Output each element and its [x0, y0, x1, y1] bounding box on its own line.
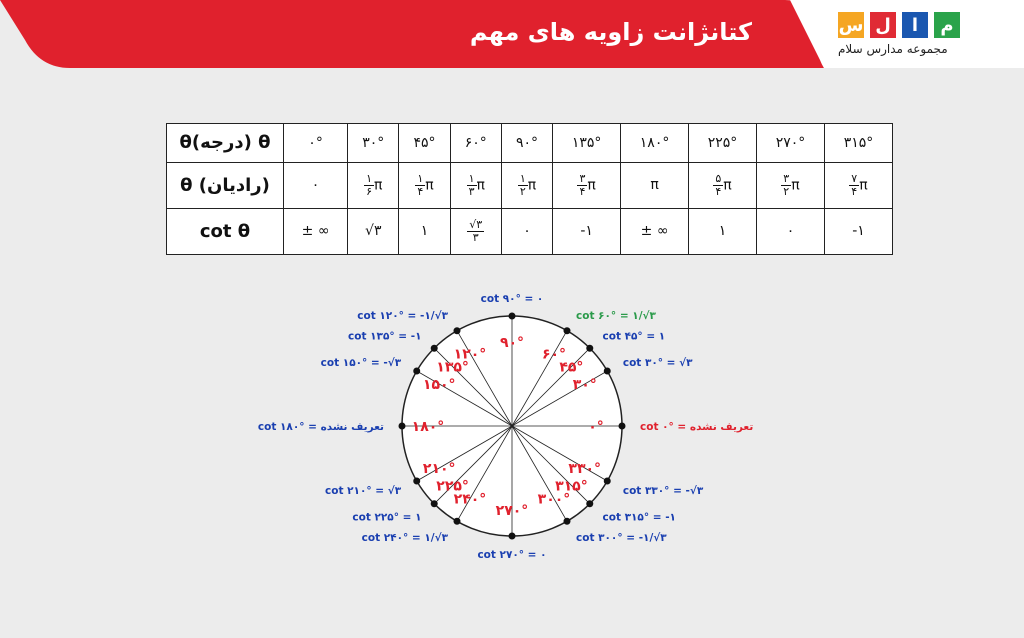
- cot-label: cot ۹۰° = ۰: [480, 293, 544, 305]
- radian-cell: π: [621, 162, 689, 208]
- angle-label: ۱۳۵°: [436, 359, 469, 376]
- cot-label: cot ۲۴۰° = ۱/√۳: [361, 531, 448, 544]
- fraction-denominator: ۴: [715, 184, 722, 198]
- brand-logo: [838, 12, 984, 68]
- angle-label: ۲۴۰°: [453, 491, 487, 508]
- angle-point: [564, 327, 571, 334]
- radian-cell: [450, 162, 501, 208]
- pi-symbol: π: [587, 177, 596, 194]
- cot-cell: ± ∞: [284, 208, 348, 254]
- angle-label: ۹۰°: [499, 335, 525, 351]
- fraction-denominator: ۴: [579, 184, 586, 198]
- cot-cell: [450, 208, 501, 254]
- angle-point: [413, 478, 420, 485]
- angle-point: [604, 368, 611, 375]
- degree-cell: ۹۰°: [501, 124, 552, 163]
- angle-point: [509, 533, 516, 540]
- radian-cell: [501, 162, 552, 208]
- angle-label: ۳۱۵°: [555, 478, 588, 495]
- fraction-denominator: ۳: [468, 184, 475, 198]
- angle-label: ۳۳۰°: [568, 461, 602, 477]
- cot-cell: ۰: [757, 208, 825, 254]
- angle-point: [619, 423, 626, 430]
- header-banner: [0, 0, 1024, 68]
- cot-cell: ۱: [689, 208, 757, 254]
- cot-cell: ۱: [399, 208, 450, 254]
- fraction-denominator: ۲: [783, 184, 790, 198]
- fraction-numerator: ۱: [417, 171, 424, 185]
- angle-point: [586, 500, 593, 507]
- pi-symbol: π: [527, 177, 537, 194]
- radian-cell: [399, 162, 450, 208]
- degree-cell: ۲۲۵°: [689, 124, 757, 163]
- angle-label: ۳۰°: [572, 377, 597, 393]
- degree-cell: ۶۰°: [450, 124, 501, 163]
- pi-symbol: π: [425, 177, 434, 194]
- pi-symbol: π: [859, 177, 868, 194]
- cot-table: [166, 123, 893, 255]
- fraction-numerator: ۳: [579, 171, 586, 185]
- pi-symbol: π: [374, 177, 383, 194]
- cot-cell: -۱: [553, 208, 621, 254]
- angle-point: [586, 345, 593, 352]
- cot-cell: -۱: [824, 208, 892, 254]
- angle-label: ۲۱۰°: [422, 461, 456, 477]
- radian-cell: [553, 162, 621, 208]
- pi-symbol: π: [476, 177, 485, 194]
- page-title: کتانژانت زاویه های مهم: [469, 18, 752, 46]
- brand-tile: ل: [870, 12, 896, 38]
- angle-point: [604, 478, 611, 485]
- cot-label: cot ۳۱۵° = -۱: [602, 511, 676, 524]
- fraction: [849, 173, 859, 198]
- cot-label: cot ۱۲۰° = -۱/√۳: [357, 310, 448, 323]
- cot-label: cot ۰° = تعریف نشده: [640, 421, 754, 433]
- brand-tile: ا: [902, 12, 928, 38]
- pi-symbol: π: [723, 177, 732, 194]
- fraction-numerator: ۱: [468, 171, 475, 185]
- fraction: [467, 173, 477, 198]
- angle-label: ۶۰°: [541, 346, 567, 363]
- fraction: [415, 173, 425, 198]
- degree-cell: ۱۸۰°: [621, 124, 689, 163]
- fraction-denominator: ۴: [417, 184, 424, 198]
- fraction: [781, 173, 791, 198]
- angle-point: [454, 327, 461, 334]
- angle-label: ۱۸۰°: [411, 419, 445, 435]
- angle-point: [399, 423, 406, 430]
- table-row-cot: [167, 208, 893, 254]
- fraction: [713, 173, 723, 198]
- radian-cell: ۰: [284, 162, 348, 208]
- cot-label: cot ۲۷۰° = ۰: [477, 549, 547, 561]
- cot-label: cot ۳۰° = √۳: [622, 357, 693, 369]
- angle-label: ۱۵۰°: [422, 377, 456, 393]
- radian-cell: [689, 162, 757, 208]
- row-header-degrees: θ(درجه) θ: [167, 124, 284, 163]
- angle-point: [431, 345, 438, 352]
- cot-label: cot ۲۲۵° = ۱: [352, 511, 422, 524]
- fraction-numerator: ۵: [715, 171, 722, 185]
- fraction: [467, 219, 484, 244]
- angle-label: ۴۵°: [559, 359, 584, 376]
- degree-cell: ۱۳۵°: [553, 124, 621, 163]
- brand-subtitle: مجموعه مدارس سلام: [838, 42, 948, 56]
- degree-cell: ۰°: [284, 124, 348, 163]
- fraction: [577, 173, 587, 198]
- fraction-numerator: ۱: [519, 171, 526, 185]
- fraction-denominator: ۲: [519, 184, 526, 198]
- angle-point: [564, 518, 571, 525]
- row-header-radians: θ (رادیان): [167, 162, 284, 208]
- cot-cell: ± ∞: [621, 208, 689, 254]
- radian-cell: [824, 162, 892, 208]
- fraction-numerator: ۳: [783, 171, 790, 185]
- unit-circle-svg: [250, 286, 770, 566]
- fraction-numerator: ۷: [851, 171, 858, 185]
- row-header-cot: cot θ: [167, 208, 284, 254]
- angle-label: ۳۰۰°: [537, 491, 571, 508]
- cot-label: cot ۳۰۰° = -۱/√۳: [576, 531, 667, 544]
- brand-tile: م: [934, 12, 960, 38]
- cot-label: cot ۲۱۰° = √۳: [325, 485, 402, 497]
- cot-label: cot ۶۰° = ۱/√۳: [576, 310, 656, 323]
- angle-label: ۰°: [588, 419, 604, 435]
- fraction: [364, 173, 374, 198]
- angle-point: [431, 500, 438, 507]
- fraction-numerator: ۱: [366, 171, 372, 185]
- brand-tile: س: [838, 12, 864, 38]
- table-row-radians: [167, 162, 893, 208]
- fraction-denominator: ۴: [851, 184, 858, 198]
- degree-cell: ۳۰°: [348, 124, 399, 163]
- cot-cell: ۰: [501, 208, 552, 254]
- angle-label: ۱۲۰°: [453, 346, 487, 363]
- angle-point: [413, 368, 420, 375]
- angle-label: ۲۲۵°: [436, 478, 469, 495]
- radian-cell: [348, 162, 399, 208]
- radian-cell: [757, 162, 825, 208]
- table-row-degrees: [167, 124, 893, 163]
- fraction-denominator: ۶: [366, 184, 372, 198]
- unit-circle-diagram: [250, 286, 770, 566]
- angle-point: [509, 313, 516, 320]
- cot-cell: √۳: [348, 208, 399, 254]
- degree-cell: ۲۷۰°: [757, 124, 825, 163]
- degree-cell: ۳۱۵°: [824, 124, 892, 163]
- pi-symbol: π: [791, 177, 800, 194]
- degree-cell: ۴۵°: [399, 124, 450, 163]
- cot-label: cot ۱۳۵° = -۱: [348, 330, 422, 343]
- angle-point: [454, 518, 461, 525]
- cot-label: cot ۴۵° = ۱: [602, 330, 666, 343]
- fraction: [518, 173, 528, 198]
- cot-label: cot ۱۸۰° = تعریف نشده: [257, 421, 384, 433]
- cot-label: cot ۱۵۰° = -√۳: [320, 357, 402, 369]
- angle-label: ۲۷۰°: [495, 503, 529, 519]
- fraction-denominator: ۳: [472, 230, 479, 244]
- fraction-numerator: √۳: [469, 217, 483, 231]
- cot-label: cot ۳۳۰° = -√۳: [622, 485, 704, 497]
